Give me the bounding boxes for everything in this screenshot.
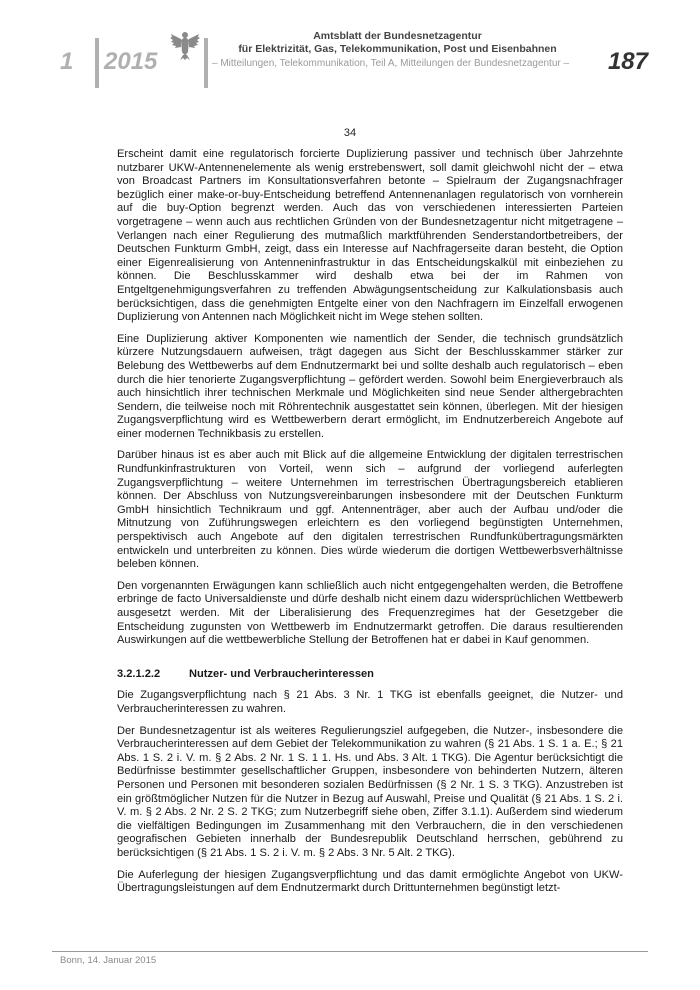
issue-year: 2015 bbox=[104, 48, 158, 75]
gazette-section: – Mitteilungen, Telekommunikation, Teil A, Mitteilungen der Bundesnetzagentur – bbox=[212, 58, 570, 69]
gazette-title: Amtsblatt der Bundesnetzagentur bbox=[313, 30, 482, 42]
page-header bbox=[0, 0, 700, 100]
footer-date: Bonn, 14. Januar 2015 bbox=[60, 955, 157, 966]
body-paragraph: Erscheint damit eine regulatorisch forcierte Duplizierung passiver und technisch über Jahrzehnte nutzbarer UKW-Antennenelemente als wenig erstrebenswert, soll damit gleichwohl nicht der – etwa von Broadcast Partners im Konsultationsverfahren betonte – Spielraum der Zugangsnachfrager bezüglich einer make-or-buy-Entscheidung betreffend Antennenanlagen regulatorisch von vornherein auf die buy-Option begrenzt werden. Auch das von verschiedenen interessierten Parteien vorgetragene – wenn auch aus rechtlichen Gründen von der Bundesnetzagentur nicht mitgetragene – Verlangen nach einer Regulierung des mutmaßlich marktführenden Senderstandortbetreibers, der Deutschen Funkturm GmbH, zeigt, dass ein Interesse auf Nachfragerseite daran besteht, die Option einer Eigenrealisierung von Antenneninfrastruktur in das Entscheidungskalkül mit einbeziehen zu können. Die Beschlusskammer wird deshalb etwa bei der im Rahmen von Entgeltgenehmigungsverfahren zu treffenden Abwägungsentscheidung zur Kalkulationsbasis auch berücksichtigen, dass die genehmigten Entgelte einer von den Nachfragern im Einzelfall erwogenen Duplizierung von Antennen nach Möglichkeit nicht im Wege stehen sollten. bbox=[117, 148, 623, 324]
body-paragraph: Die Auferlegung der hiesigen Zugangsverpflichtung und das damit ermöglichte Angebot von UKW-Übertragungsleistungen auf dem Endnutzermarkt durch Drittunternehmen begünstigt letzt- bbox=[117, 868, 623, 895]
inner-page-number: 34 bbox=[343, 127, 357, 139]
body-paragraph: Eine Duplizierung aktiver Komponenten wie namentlich der Sender, die technisch grundsätzlich kürzere Nutzungsdauern aufweisen, trägt dagegen aus Sicht der Beschlusskammer stärker zur Belebung des Wettbewerbs auf dem Endnutzermarkt bei und sollte deshalb auch regulatorisch – eben durch die hier tenorierte Zugangsverpflichtung – gefördert werden. Sowohl beim Energieverbrauch als auch hinsichtlich ihrer technischen Merkmale und Möglichkeiten sind neue Sender althergebrachten Sendern, die teilweise noch mit Röhrentechnik ausgestattet sein können, überlegen. Mit der hiesigen Zugangsverpflichtung wird es Wettbewerbern derart ermöglicht, im Endnutzerbereich Angebote auf einer modernen Technikbasis zu erstellen. bbox=[117, 332, 623, 440]
header-divider bbox=[204, 38, 208, 88]
issue-number: 1 bbox=[60, 48, 74, 75]
federal-eagle-icon bbox=[168, 28, 202, 62]
header-divider bbox=[95, 38, 99, 88]
gazette-subtitle: für Elektrizität, Gas, Telekommunikation, Post und Eisenbahnen bbox=[238, 43, 557, 55]
section-heading bbox=[117, 668, 623, 682]
body-paragraph: Die Zugangsverpflichtung nach § 21 Abs. 3 Nr. 1 TKG ist ebenfalls geeignet, die Nutzer- und Verbraucherinteressen zu wahren. bbox=[117, 689, 623, 715]
body-paragraph: Der Bundesnetzagentur ist als weiteres Regulierungsziel aufgegeben, die Nutzer-, insbesondere die Verbraucherinteressen auf dem Gebiet der Telekommunikation zu wahren (§ 21 Abs. 1 S. 1 a. E.; § 21 Abs. 1 S. 2 i. V. m. § 2 Abs. 2 Nr. 1 S. 1 1. Hs. und Abs. 3 Alt. 1 TKG). Die Agentur berücksichtigt die Bedürfnisse bestimmter gesellschaftlicher Gruppen, insbesondere von behinderten Nutzern, älteren Personen und Personen mit besonderen sozialen Bedürfnissen (§ 2 Nr. 1 S. 3 TKG). Anzustreben ist ein größtmöglicher Nutzen für die Nutzer in Bezug auf Auswahl, Preise und Qualität (§ 21 Abs. 1 S. 2 i. V. m. § 2 Abs. 2 Nr. 2 S. 2 TKG; zum Nutzerbegriff siehe oben, Ziffer 3.1.1). Außerdem sind wiederum die vielfältigen Bedingungen im Zusammenhang mit den Verbrauchern, die in den verschiedenen geografischen Gebieten innerhalb der Bundesrepublik Deutschland herrschen, gebührend zu berücksichtigen (§ 21 Abs. 1 S. 2 i. V. m. § 2 Abs. 3 Nr. 5 Alt. 2 TKG). bbox=[117, 724, 623, 859]
page-number: 187 bbox=[607, 48, 648, 75]
body-paragraph: Darüber hinaus ist es aber auch mit Blick auf die allgemeine Entwicklung der digitalen terrestrischen Rundfunkinfrastrukturen von Vorteil, wenn sich – aufgrund der vorliegend auferlegten Zugangsverpflichtung – weitere Unternehmen im terrestrischen Übertragungsbereich etablieren können. Der Abschluss von Nutzungsvereinbarungen insbesondere mit der Deutschen Funkturm GmbH hinsichtlich Technikraum und ggf. Antennenträger, aber auch der Aufbau und/oder die Mitnutzung von Zuführungswegen erleichtern es den vorliegend begünstigten Unternehmen, perspektivisch auch Angebote auf den digitalen terrestrischen Rundfunkübertragungsmärkten entwickeln und unterbreiten zu können. Dies würde wiederum die dortigen Wettbewerbsverhältnisse beleben können. bbox=[117, 449, 623, 571]
document-body bbox=[117, 148, 623, 904]
section-title: Nutzer- und Verbraucherinteressen bbox=[189, 667, 374, 680]
footer-divider bbox=[52, 951, 648, 952]
body-paragraph: Den vorgenannten Erwägungen kann schließlich auch nicht entgegengehalten werden, die Betroffene erbringe de facto Universaldienste und dürfe deshalb nicht einem dazu widersprüchlichen Wettbewerb ausgesetzt werden. Mit der Liberalisierung des Frequenzregimes hat der Gesetzgeber die Entscheidung zugunsten von Wettbewerb im Endnutzermarkt getroffen. Die daraus resultierenden Auswirkungen auf die wettbewerbliche Stellung der Betroffenen hat er dabei in Kauf genommen. bbox=[117, 579, 623, 647]
section-number: 3.2.1.2.2 bbox=[117, 667, 161, 680]
